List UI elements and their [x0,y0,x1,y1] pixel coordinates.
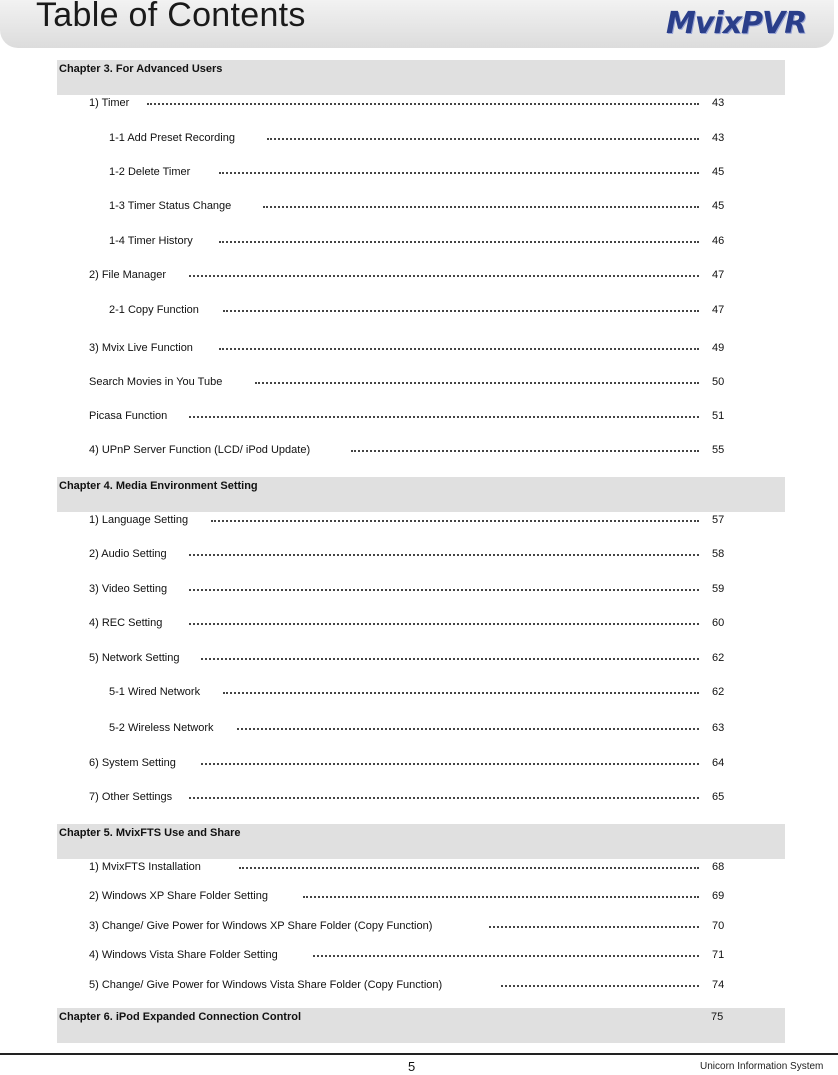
entry-label: 7) Other Settings [89,791,173,803]
entry-label: 1) MvixFTS Installation [89,861,201,873]
entry-label: 1-4 Timer History [109,235,193,247]
toc-entry[interactable] [109,686,699,700]
toc-entry[interactable] [109,304,699,318]
toc-entry[interactable] [109,132,699,146]
entry-page: 57 [712,514,725,526]
entry-label: Search Movies in You Tube [89,376,223,388]
chapter-title: Chapter 3. For Advanced Users [59,63,223,75]
entry-page: 65 [712,791,725,803]
page-number: 5 [408,1059,416,1074]
chapter-heading [57,477,785,512]
dot-leader [223,692,699,694]
entry-page: 69 [712,890,725,902]
entry-label: 4) UPnP Server Function (LCD/ iPod Update) [89,444,311,456]
footer-divider [0,1053,838,1055]
toc-entry[interactable] [89,861,699,875]
entry-label: 2) File Manager [89,269,167,281]
dot-leader [189,623,699,625]
dot-leader [239,867,699,869]
toc-entry[interactable] [89,97,699,111]
entry-page: 51 [712,410,725,422]
toc-entry[interactable] [89,548,699,562]
dot-leader [313,955,699,957]
dot-leader [219,241,699,243]
entry-label: 5-1 Wired Network [109,686,201,698]
entry-page: 45 [712,166,725,178]
toc-entry[interactable] [89,269,699,283]
entry-label: 3) Mvix Live Function [89,342,193,354]
entry-label: 2) Audio Setting [89,548,167,560]
entry-page: 45 [712,200,725,212]
toc-entry[interactable] [89,376,699,390]
dot-leader [201,763,699,765]
entry-page: 49 [712,342,725,354]
entry-page: 68 [712,861,725,873]
dot-leader [501,985,699,987]
brand-logo: MvixPVR [666,6,807,41]
entry-label: 4) REC Setting [89,617,163,629]
dot-leader [189,589,699,591]
toc-entry[interactable] [89,890,699,904]
entry-page: 60 [712,617,725,629]
toc-entry[interactable] [109,235,699,249]
entry-label: 2-1 Copy Function [109,304,199,316]
dot-leader [303,896,699,898]
dot-leader [237,728,699,730]
entry-page: 71 [712,949,725,961]
dot-leader [189,416,699,418]
entry-label: 1) Timer [89,97,130,109]
entry-label: 1-1 Add Preset Recording [109,132,235,144]
entry-page: 59 [712,583,725,595]
dot-leader [219,172,699,174]
chapter-title: Chapter 5. MvixFTS Use and Share [59,827,241,839]
entry-page: 62 [712,652,725,664]
toc-entry[interactable] [89,617,699,631]
entry-page: 50 [712,376,725,388]
entry-page: 70 [712,920,725,932]
entry-page: 46 [712,235,725,247]
chapter-heading [57,824,785,859]
entry-page: 55 [712,444,725,456]
toc-entry[interactable] [89,791,699,805]
entry-label: 1-2 Delete Timer [109,166,191,178]
entry-page: 47 [712,304,725,316]
dot-leader [255,382,699,384]
dot-leader [211,520,699,522]
toc-entry[interactable] [89,652,699,666]
entry-label: 2) Windows XP Share Folder Setting [89,890,268,902]
dot-leader [351,450,699,452]
dot-leader [489,926,699,928]
company-name: Unicorn Information System [700,1061,824,1072]
dot-leader [147,103,699,105]
entry-page: 63 [712,722,725,734]
chapter-page: 75 [711,1011,724,1023]
toc-entry[interactable] [89,583,699,597]
entry-label: 1-3 Timer Status Change [109,200,232,212]
chapter-heading [57,60,785,95]
entry-label: 6) System Setting [89,757,176,769]
dot-leader [219,348,699,350]
toc-entry[interactable] [109,722,699,736]
entry-label: Picasa Function [89,410,168,422]
entry-label: 4) Windows Vista Share Folder Setting [89,949,278,961]
entry-page: 58 [712,548,725,560]
entry-page: 43 [712,132,725,144]
dot-leader [263,206,699,208]
page-header [0,0,834,48]
entry-page: 47 [712,269,725,281]
entry-label: 1) Language Setting [89,514,189,526]
toc-entry[interactable] [89,514,699,528]
entry-page: 43 [712,97,725,109]
toc-entry[interactable] [89,410,699,424]
entry-label: 3) Change/ Give Power for Windows XP Share Folder (Copy Function) [89,920,433,932]
page-title: Table of Contents [36,0,306,34]
entry-label: 5) Network Setting [89,652,180,664]
chapter-heading[interactable] [57,1008,785,1043]
dot-leader [189,797,699,799]
dot-leader [201,658,699,660]
entry-label: 5-2 Wireless Network [109,722,214,734]
dot-leader [189,554,699,556]
dot-leader [267,138,699,140]
entry-page: 64 [712,757,725,769]
toc-entry[interactable] [89,757,699,771]
toc-entry[interactable] [109,200,699,214]
entry-page: 74 [712,979,725,991]
toc-entry[interactable] [89,342,699,356]
chapter-title: Chapter 4. Media Environment Setting [59,480,258,492]
entry-label: 3) Video Setting [89,583,168,595]
dot-leader [189,275,699,277]
chapter-title: Chapter 6. iPod Expanded Connection Control [59,1011,302,1023]
toc-entry[interactable] [89,444,699,458]
toc-entry[interactable] [89,949,699,963]
toc-entry[interactable] [89,920,699,934]
entry-label: 5) Change/ Give Power for Windows Vista Share Folder (Copy Function) [89,979,443,991]
toc-entry[interactable] [109,166,699,180]
toc-entry[interactable] [89,979,699,993]
dot-leader [223,310,699,312]
entry-page: 62 [712,686,725,698]
